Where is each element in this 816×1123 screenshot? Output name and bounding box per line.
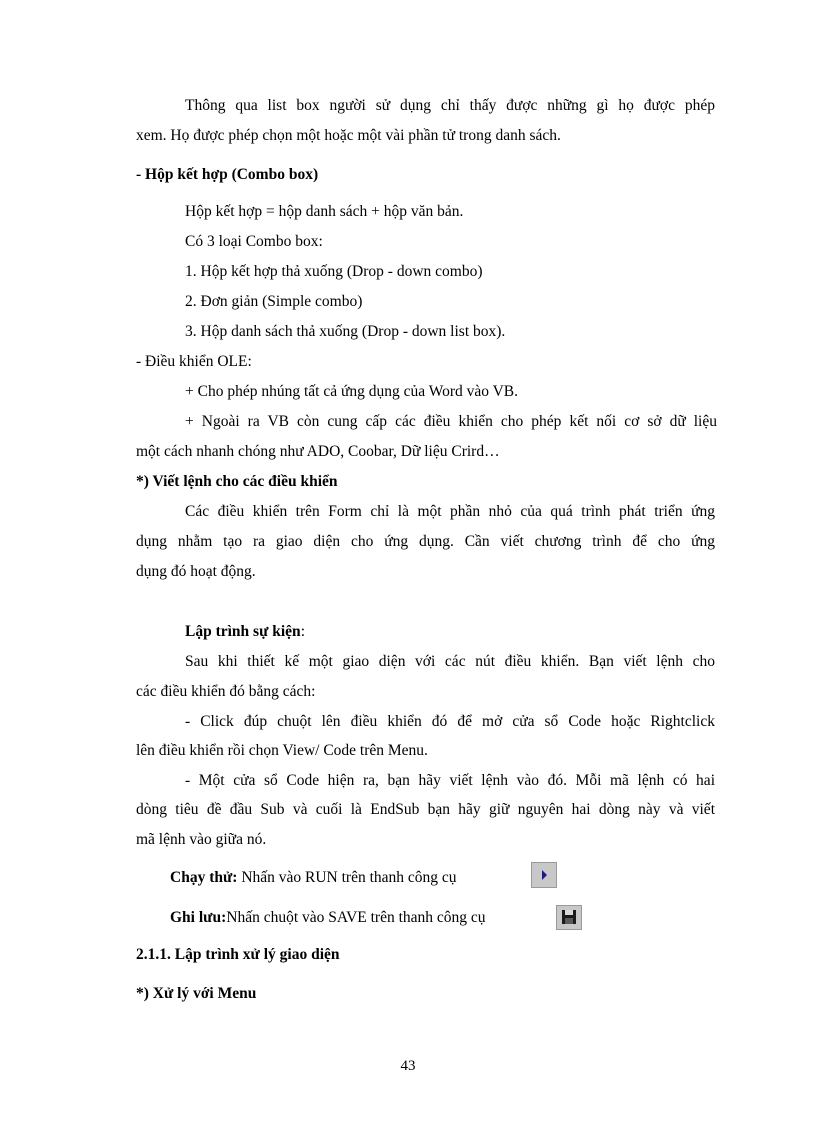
code-text-line1: Các điều khiển trên Form chỉ là một phần nhỏ của quá trình phát triển ứng: [185, 503, 715, 520]
section-heading: 2.1.1. Lập trình xử lý giao diện: [136, 946, 340, 963]
events-p2-line2: lên điều khiển rồi chọn View/ Code trên Menu.: [136, 742, 428, 759]
code-heading: *) Viết lệnh cho các điều khiển: [136, 473, 338, 490]
run-line: [170, 868, 457, 888]
combo-item-1: 1. Hộp kết hợp thả xuống (Drop - down combo): [185, 263, 483, 280]
run-button[interactable]: [531, 862, 557, 888]
events-p2-line1: - Click đúp chuột lên điều khiển đó để mở cửa sổ Code hoặc Rightclick: [185, 713, 715, 730]
save-text: Nhấn chuột vào SAVE trên thanh công cụ: [226, 909, 486, 926]
ole-bullet-1: + Cho phép nhúng tất cả ứng dụng của Word vào VB.: [185, 383, 519, 400]
ole-bullet-2-line2: một cách nhanh chóng như ADO, Coobar, Dữ liệu Crird…: [136, 443, 500, 460]
page-number: 43: [400, 1058, 416, 1074]
run-label: Chạy thử:: [170, 869, 238, 886]
floppy-disk-icon: [557, 906, 581, 929]
listbox-text-line1: Thông qua list box người sử dụng chỉ thấy được những gì họ được phép: [185, 97, 715, 114]
run-text: Nhấn vào RUN trên thanh công cụ: [237, 869, 457, 886]
save-line: [170, 908, 486, 928]
ole-bullet-2-line1: + Ngoài ra VB còn cung cấp các điều khiển cho phép kết nối cơ sở dữ liệu: [185, 413, 717, 430]
events-p3-line1: - Một cửa sổ Code hiện ra, bạn hãy viết lệnh vào đó. Mỗi mã lệnh có hai: [185, 772, 715, 789]
events-heading-wrap: [185, 622, 305, 642]
events-heading-colon: :: [300, 623, 305, 640]
events-p1-line2: các điều khiển đó bằng cách:: [136, 683, 316, 700]
code-text-line2: dụng nhằm tạo ra giao diện cho ứng dụng. Cần viết chương trình để cho ứng: [136, 533, 715, 550]
ole-heading: - Điều khiển OLE:: [136, 353, 252, 370]
save-button[interactable]: [556, 905, 582, 930]
menu-heading: *) Xử lý với Menu: [136, 985, 257, 1002]
combo-intro: Có 3 loại Combo box:: [185, 233, 323, 250]
code-text-line3: dụng đó hoạt động.: [136, 563, 256, 580]
save-label: Ghi lưu:: [170, 909, 227, 926]
run-arrow-icon: [532, 863, 556, 887]
events-p3-line2: dòng tiêu đề đầu Sub và cuối là EndSub bạn hãy giữ nguyên hai dòng này và viết: [136, 801, 715, 818]
combo-formula: Hộp kết hợp = hộp danh sách + hộp văn bản.: [185, 203, 464, 220]
combo-item-2: 2. Đơn giản (Simple combo): [185, 293, 363, 310]
listbox-text-line2: xem. Họ được phép chọn một hoặc một vài phần tử trong danh sách.: [136, 127, 561, 144]
combo-heading: - Hộp kết hợp (Combo box): [136, 166, 319, 183]
events-p1-line1: Sau khi thiết kế một giao diện với các nút điều khiển. Bạn viết lệnh cho: [185, 653, 715, 670]
combo-item-3: 3. Hộp danh sách thả xuống (Drop - down list box).: [185, 323, 506, 340]
events-heading: Lập trình sự kiện: [185, 623, 301, 640]
events-p3-line3: mã lệnh vào giữa nó.: [136, 831, 267, 848]
